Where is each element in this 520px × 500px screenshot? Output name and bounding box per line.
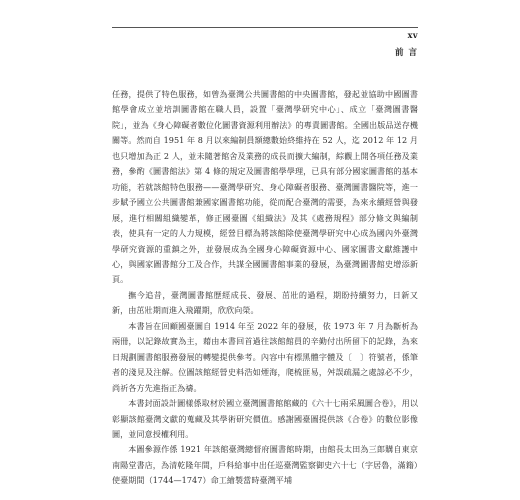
- page-number: xv: [407, 30, 418, 40]
- body-text: [112, 87, 418, 489]
- paragraph-1: 任務，提供了特色服務，如曾為臺灣公共圖書館的中央圖書館，發起並協助中國圖書館學會成立並培訓圖書館在職人員，設置「臺灣學研究中心」、成立「臺灣圖書醫院」，並為《身心障礙者數位化圖書資源利用辦法》的專責圖書館。全國出版品送存機關等。然而自 1951 年 8 月以來編制員額總數始終維持在 52 人，迄 2012 年 12 月也只增加為正 2 人，並未隨著館舍及業務的成長而擴大編制，綜觀上開各項任務及業務，參酌《圖書館法》第 4 條的規定及圖書館學學理，已具有部分國家圖書館的基本功能，若就該館特色服務——臺灣學研究、身心障礙者服務、臺灣圖書醫院等，進一步賦予國立公共圖書館兼國家圖書館功能，從而配合臺灣的需要，為來永續經營與發展，進行相關組織變革，修正國臺圖《組織法》及其《處務規程》部分條文與編制表，使具有一定的人力規模，經營目標為將該館除使臺灣學研究中心成為國內外臺灣學研究資源的重鎮之外，並發展成為全國身心障礙資源中心、國家圖書文獻維護中心，與國家圖書館分工及合作，共謀全國圖書館事業的發展，為臺灣圖書館史增添新頁。: [112, 89, 418, 285]
- paragraph-3: 本書旨在回顧國臺圖自 1914 年至 2022 年的發展，依 1973 年 7 月為斷析為兩冊，以記錄故實為主，藉由本書回首過往該館館員的辛勤付出所留下的記錄，為來日規劃圖書館服務發展的轉變提供參考。內容中有標黑體字體及〔 〕符號者，係筆者的淺見及注解。位圖該館經營史料浩如煙海，爬梳匪易，舛誤疏漏之處諒必不少，尚祈各方先進指正為禱。: [112, 320, 418, 393]
- header-rule: [112, 27, 418, 28]
- paragraph-2: 撫今追昔，臺灣圖書館歷經成長、發展、茁壯的過程，期盼持續努力，日新又新，由茁壯期而進入飛躍期，欣欣向榮。: [112, 289, 418, 316]
- paragraph-4: 本書封面設計圖樣係取材於國立臺灣圖書館館藏的《六十七兩采風圖合卷》，用以彰顯該館臺灣文獻的蒐藏及其學術研究價值。感謝國臺圖提供該《合卷》的數位影像圖，並同意授權利用。: [112, 398, 418, 439]
- running-head: 前 言: [395, 48, 418, 58]
- paragraph-5: 本圖參源作係 1921 年該館臺灣總督府圖書館時期，由館長太田為三郎購自東京南陽堂書店，為清乾隆年間，戶科給事中出任巡臺灣監察御史六十七（字居魯，滿籍）使臺期間（1744—1747）命工繪製當時臺灣平埔: [112, 444, 418, 486]
